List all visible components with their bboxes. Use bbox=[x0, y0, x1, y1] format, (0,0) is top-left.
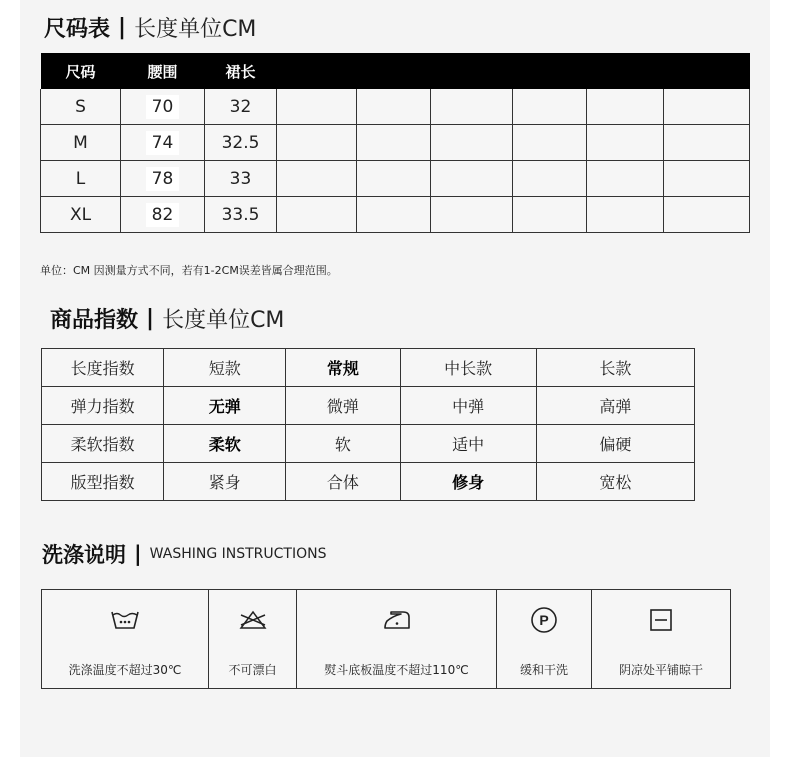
heading-separator: | bbox=[134, 542, 142, 566]
heading-separator: | bbox=[118, 14, 127, 40]
table-row bbox=[41, 161, 750, 197]
index-heading bbox=[50, 302, 284, 334]
index-option-selected: 常规 bbox=[286, 349, 400, 387]
size-cell: XL bbox=[41, 197, 121, 233]
index-option: 短款 bbox=[164, 349, 286, 387]
length-cell: 32.5 bbox=[205, 125, 277, 161]
waist-cell: 78 bbox=[121, 161, 205, 197]
waist-cell: 70 bbox=[121, 89, 205, 125]
washing-title: 洗涤说明 bbox=[42, 543, 126, 567]
size-chart-title: 尺码表 bbox=[44, 16, 111, 42]
index-row bbox=[42, 349, 695, 387]
iron-label: 熨斗底板温度不超过110℃ bbox=[297, 650, 497, 689]
size-cell: S bbox=[41, 89, 121, 125]
wash-icons-row bbox=[42, 590, 731, 651]
index-option: 中长款 bbox=[400, 349, 536, 387]
index-option: 合体 bbox=[286, 463, 400, 501]
header-waist: 腰围 bbox=[121, 53, 205, 89]
index-option: 宽松 bbox=[536, 463, 694, 501]
dry-clean-label: 缓和干洗 bbox=[497, 650, 592, 689]
length-cell: 33 bbox=[205, 161, 277, 197]
table-row bbox=[41, 125, 750, 161]
index-option: 微弹 bbox=[286, 387, 400, 425]
washing-subtitle: WASHING INSTRUCTIONS bbox=[149, 546, 327, 562]
size-chart-heading bbox=[44, 12, 256, 42]
dry-flat-icon bbox=[648, 607, 674, 633]
index-label: 柔软指数 bbox=[42, 425, 164, 463]
size-chart-subtitle: 长度单位CM bbox=[134, 16, 257, 42]
size-cell: L bbox=[41, 161, 121, 197]
size-cell: M bbox=[41, 125, 121, 161]
no-bleach-icon bbox=[238, 609, 268, 631]
header-size: 尺码 bbox=[41, 53, 121, 89]
svg-text:P: P bbox=[539, 612, 549, 628]
size-table bbox=[40, 53, 750, 233]
wash-30-icon bbox=[110, 609, 140, 631]
waist-cell: 82 bbox=[121, 197, 205, 233]
dry-flat-label: 阴凉处平铺晾干 bbox=[592, 650, 731, 689]
index-option: 中弹 bbox=[400, 387, 536, 425]
length-cell: 32 bbox=[205, 89, 277, 125]
dry-clean-p-icon bbox=[529, 605, 559, 635]
index-option: 偏硬 bbox=[536, 425, 694, 463]
index-option: 软 bbox=[286, 425, 400, 463]
washing-table bbox=[41, 589, 731, 689]
index-option-selected: 修身 bbox=[400, 463, 536, 501]
index-label: 长度指数 bbox=[42, 349, 164, 387]
index-option: 紧身 bbox=[164, 463, 286, 501]
waist-cell: 74 bbox=[121, 125, 205, 161]
index-row bbox=[42, 387, 695, 425]
index-title: 商品指数 bbox=[50, 307, 139, 333]
size-table-header bbox=[41, 53, 750, 89]
length-cell: 33.5 bbox=[205, 197, 277, 233]
table-row bbox=[41, 89, 750, 125]
index-label: 弹力指数 bbox=[42, 387, 164, 425]
header-length: 裙长 bbox=[205, 53, 277, 89]
index-option: 适中 bbox=[400, 425, 536, 463]
index-subtitle: 长度单位CM bbox=[162, 307, 285, 333]
index-label: 版型指数 bbox=[42, 463, 164, 501]
measurement-note: 单位：CM 因测量方式不同，若有1-2CM误差皆属合理范围。 bbox=[40, 264, 338, 277]
heading-separator: | bbox=[146, 305, 155, 331]
iron-icon bbox=[381, 608, 413, 632]
index-option: 高弹 bbox=[536, 387, 694, 425]
index-option-selected: 无弹 bbox=[164, 387, 286, 425]
wash-labels-row bbox=[42, 650, 731, 689]
washing-heading bbox=[42, 538, 327, 570]
wash-label: 洗涤温度不超过30℃ bbox=[42, 650, 209, 689]
index-row bbox=[42, 463, 695, 501]
index-option-selected: 柔软 bbox=[164, 425, 286, 463]
index-row bbox=[42, 425, 695, 463]
table-row bbox=[41, 197, 750, 233]
no-bleach-label: 不可漂白 bbox=[209, 650, 297, 689]
index-option: 长款 bbox=[536, 349, 694, 387]
product-index-table bbox=[41, 348, 695, 501]
